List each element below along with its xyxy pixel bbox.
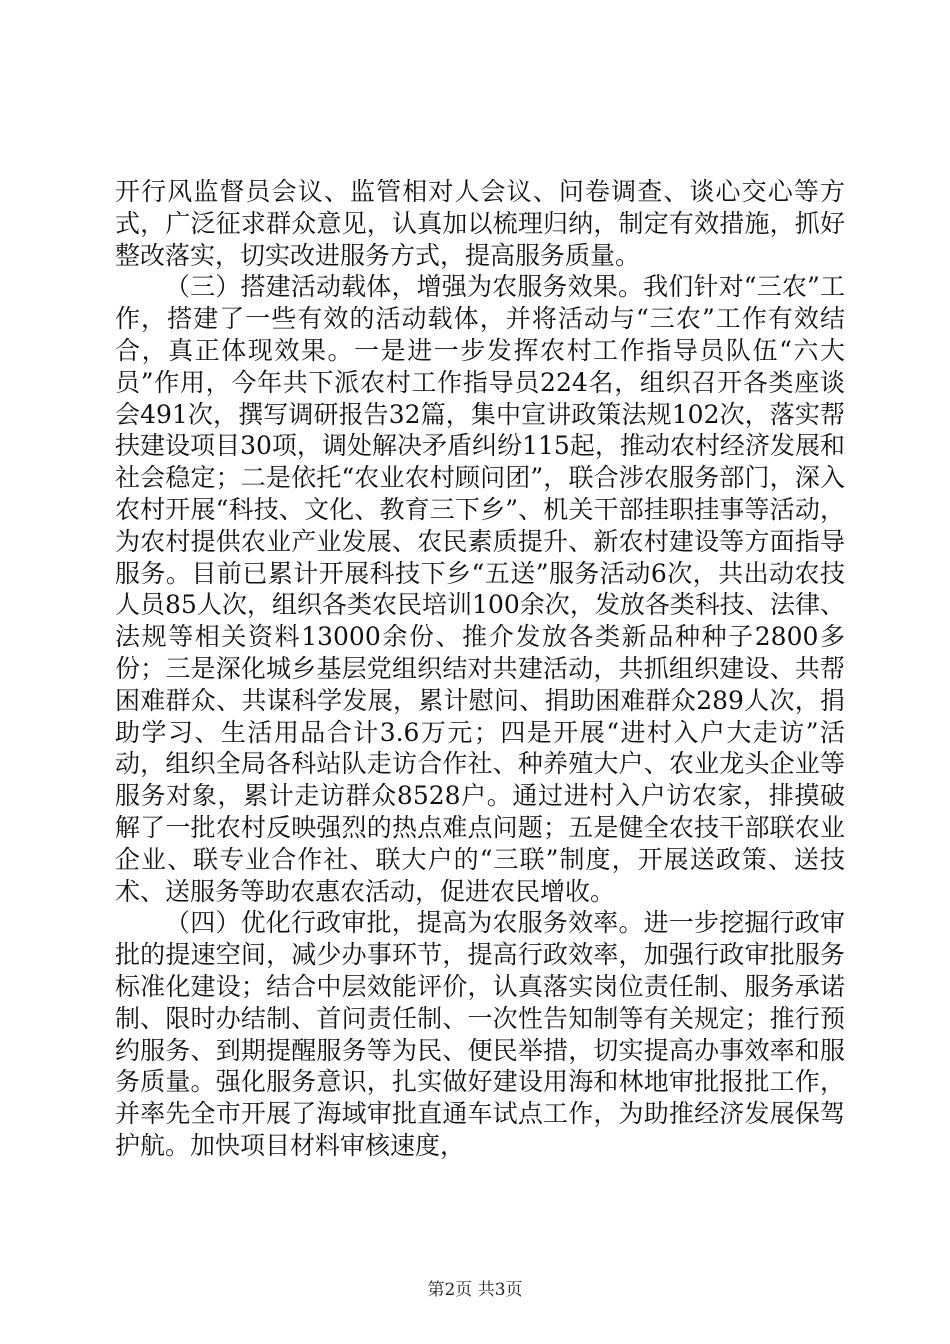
paragraph-section-four: （四）优化行政审批，提高为农服务效率。进一步挖掘行政审批的提速空间，减少办事环节，提高行政效率，加强行政审批服务标准化建设；结合中层效能评价，认真落实岗位责任制、服务承诺制、限时办结制、首问责任制、一次性告知制等有关规定；推行预约服务、到期提醒服务等为民、便民举措，切实提高办事效率和服务质量。强化服务意识，扎实做好建设用海和林地审批报批工作，并率先全市开展了海域审批直通车试点工作，为助推经济发展保驾护航。加快项目材料审核速度， <box>115 908 845 1160</box>
document-body <box>115 176 845 1162</box>
page-footer: 第2页 共3页 <box>427 1280 523 1300</box>
paragraph-section-three: （三）搭建活动载体，增强为农服务效果。我们针对“三农”工作，搭建了一些有效的活动载体，并将活动与“三农”工作有效结合，真正体现效果。一是进一步发挥农村工作指导员队伍“六大员”作用，今年共下派农村工作指导员224名，组织召开各类座谈会491次，撰写调研报告32篇，集中宣讲政策法规102次，落实帮扶建设项目30项，调处解决矛盾纠纷115起，推动农村经济发展和社会稳定；二是依托“农业农村顾问团”，联合涉农服务部门，深入农村开展“科技、文化、教育三下乡”、机关干部挂职挂事等活动，为农村提供农业产业发展、农民素质提升、新农村建设等方面指导服务。目前已累计开展科技下乡“五送”服务活动6次，共出动农技人员85人次，组织各类农民培训100余次，发放各类科技、法律、法规等相关资料13000余份、推介发放各类新品种种子2800多份；三是深化城乡基层党组织结对共建活动，共抓组织建设、共帮困难群众、共谋科学发展，累计慰问、捐助困难群众289人次，捐助学习、生活用品合计3.6万元；四是开展“进村入户大走访”活动，组织全局各科站队走访合作社、种养殖大户、农业龙头企业等服务对象，累计走访群众8528户。通过进村入户访农家，排摸破解了一批农村反映强烈的热点难点问题；五是健全农技干部联农业企业、联专业合作社、联大户的“三联”制度，开展送政策、送技术、送服务等助农惠农活动，促进农民增收。 <box>115 272 845 906</box>
paragraph-continued: 开行风监督员会议、监管相对人会议、问卷调查、谈心交心等方式，广泛征求群众意见，认真加以梳理归纳，制定有效措施，抓好整改落实，切实改进服务方式，提高服务质量。 <box>115 177 845 270</box>
